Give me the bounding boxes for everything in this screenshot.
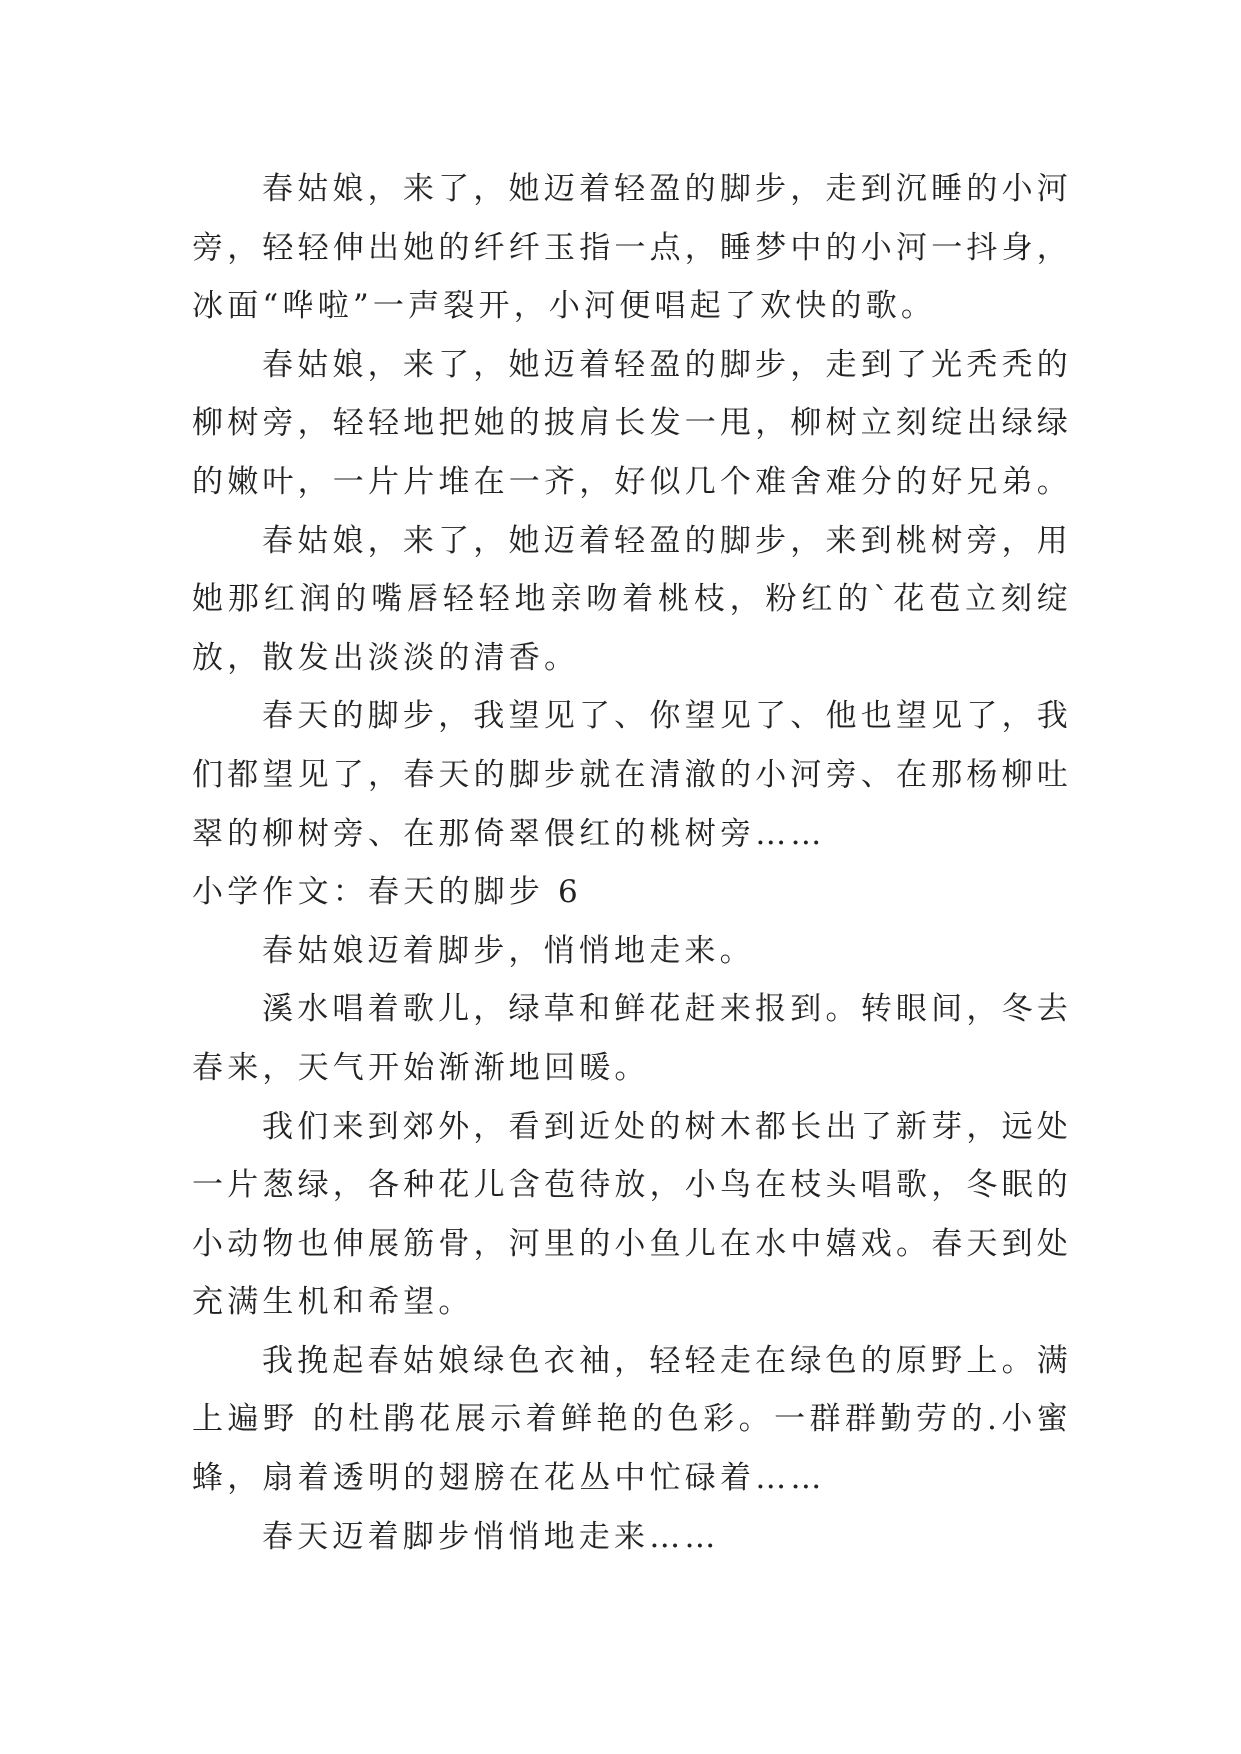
paragraph: 溪水唱着歌儿，绿草和鲜花赶来报到。转眼间，冬去春来，天气开始渐渐地回暖。 (192, 991, 1072, 1086)
paragraph: 春天的脚步，我望见了、你望见了、他也望见了，我们都望见了，春天的脚步就在清澈的小河旁、在那杨柳吐翠的柳树旁、在那倚翠偎红的桃树旁…… (192, 698, 1072, 852)
paragraph: 春姑娘迈着脚步，悄悄地走来。 (262, 932, 755, 969)
paragraph: 春姑娘，来了，她迈着轻盈的脚步，走到了光秃秃的柳树旁，轻轻地把她的披肩长发一甩，柳树立刻绽出绿绿的嫩叶，一片片堆在一齐，好似几个难舍难分的好兄弟。 (192, 346, 1072, 500)
paragraph: 春姑娘，来了，她迈着轻盈的脚步，来到桃树旁，用她那红润的嘴唇轻轻地亲吻着桃枝，粉红的`花苞立刻绽放，散发出淡淡的清香。 (192, 522, 1072, 676)
document-body (192, 160, 1072, 1566)
paragraph: 我们来到郊外，看到近处的树木都长出了新芽，远处一片葱绿，各种花儿含苞待放，小鸟在枝头唱歌，冬眠的小动物也伸展筋骨，河里的小鱼儿在水中嬉戏。春天到处充满生机和希望。 (192, 1108, 1072, 1321)
section-heading: 小学作文：春天的脚步 6 (192, 874, 582, 911)
paragraph: 春姑娘，来了，她迈着轻盈的脚步，走到沉睡的小河旁，轻轻伸出她的纤纤玉指一点，睡梦中的小河一抖身，冰面“哗啦”一声裂开，小河便唱起了欢快的歌。 (192, 171, 1072, 325)
paragraph: 我挽起春姑娘绿色衣袖，轻轻走在绿色的原野上。满上遍野 的杜鹃花展示着鲜艳的色彩。一群群勤劳的.小蜜蜂，扇着透明的翅膀在花丛中忙碌着…… (192, 1342, 1072, 1497)
paragraph: 春天迈着脚步悄悄地走来…… (262, 1518, 720, 1555)
